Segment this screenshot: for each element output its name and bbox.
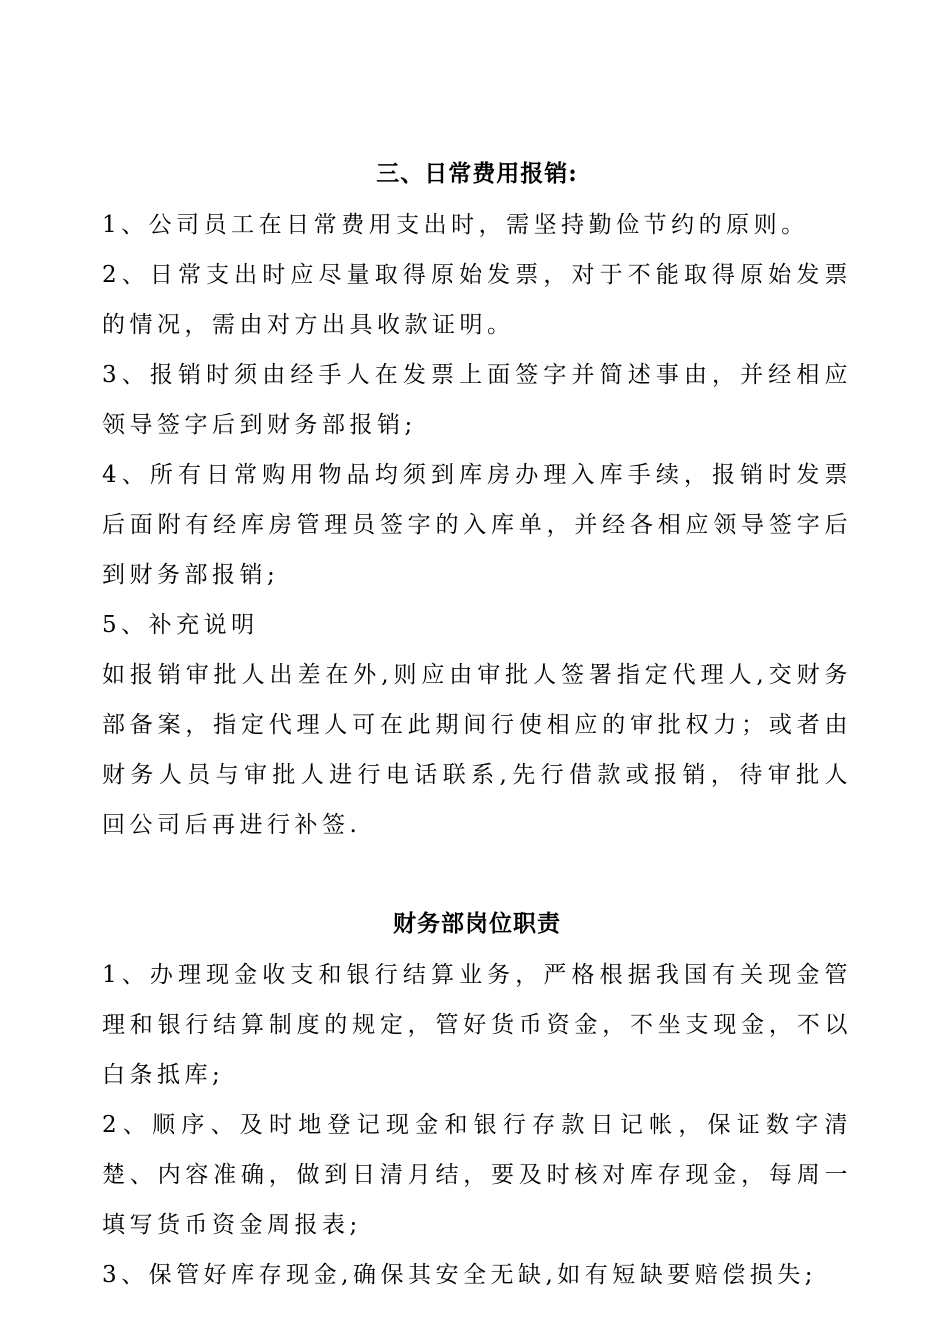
duty-paragraph-1: 1、办理现金收支和银行结算业务，严格根据我国有关现金管理和银行结算制度的规定，管好货币资金，不坐支现金，不以白条抵库; <box>102 962 852 1088</box>
section-spacer <box>102 850 852 898</box>
paragraph-supplement: 如报销审批人出差在外,则应由审批人签署指定代理人,交财务部备案，指定代理人可在此期间行使相应的审批权力；或者由财务人员与审批人进行电话联系,先行借款或报销，待审批人回公司后再进行补签. <box>102 662 852 838</box>
section-heading-finance-duties: 财务部岗位职责 <box>393 910 561 937</box>
paragraph-4: 4、所有日常购用物品均须到库房办理入库手续，报销时发票后面附有经库房管理员签字的入库单，并经各相应领导签字后到财务部报销; <box>102 462 852 588</box>
paragraph-3: 3、报销时须由经手人在发票上面签字并简述事由，并经相应领导签字后到财务部报销; <box>102 362 852 438</box>
paragraph-2: 2、日常支出时应尽量取得原始发票，对于不能取得原始发票的情况，需由对方出具收款证明。 <box>102 262 852 338</box>
paragraph-1: 1、公司员工在日常费用支出时，需坚持勤俭节约的原则。 <box>102 212 809 238</box>
duty-paragraph-3: 3、保管好库存现金,确保其安全无缺,如有短缺要赔偿损失; <box>102 1262 818 1288</box>
paragraph-5: 5、补充说明 <box>102 612 259 638</box>
duty-paragraph-2: 2、顺序、及时地登记现金和银行存款日记帐，保证数字清楚、内容准确，做到日清月结，要及时核对库存现金，每周一填写货币资金周报表; <box>102 1112 852 1238</box>
document-content <box>102 148 852 1300</box>
section-heading-daily-expense: 三、日常费用报销: <box>376 160 578 187</box>
